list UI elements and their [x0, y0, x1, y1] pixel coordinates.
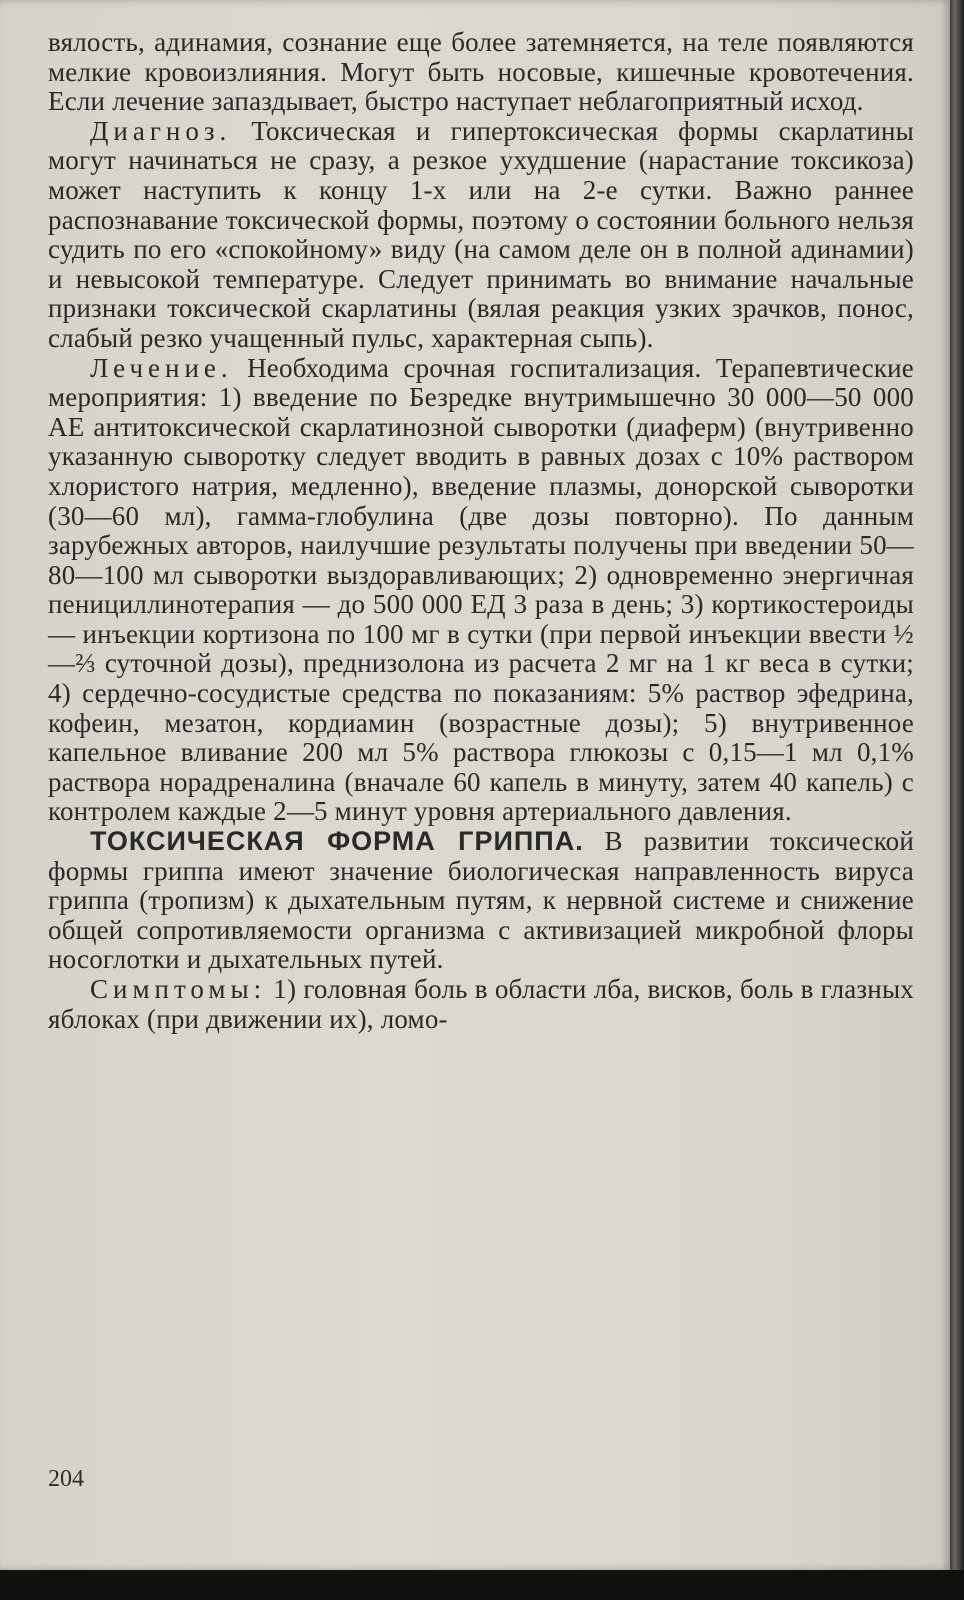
page-text: [48, 28, 914, 1034]
paragraph-text: вялость, адинамия, сознание еще более затемняется, на теле появляются мелкие кровоизлияния. Могут быть носовые, кишечные кровотечения. Если лечение запаздывает, быстро наступает неблагоприятный исход.: [48, 27, 914, 117]
paragraph-text: Токсическая и гипертоксическая формы скарлатины могут начинаться не сразу, а резкое ухудшение (нарастание токсикоза) может наступить к концу 1-х или на 2-е сутки. Важно раннее распознавание токсической формы, поэтому о состоянии больного нельзя судить по его «спокойному» виду (на самом деле он в полной адинамии) и невысокой температуре. Следует принимать во внимание начальные признаки токсической скарлатины (вялая реакция узких зрачков, понос, слабый резко учащенный пульс, характерная сыпь).: [48, 115, 914, 353]
paragraph-diagnosis: [48, 117, 914, 354]
paragraph-intoxication-continued: [48, 28, 914, 117]
paragraph-symptoms: [48, 975, 914, 1034]
paragraph-text: 1) головная боль в области лба, висков, боль в глазных яблоках (при движении их), ломо-: [48, 974, 914, 1034]
section-lead-diagnosis: Диагноз.: [90, 115, 232, 146]
page-bottom-border: [0, 1570, 964, 1600]
paragraph-text: В развитии токсической формы гриппа имеют значение биологическая направленность вируса гриппа (тропизм) к дыхательным путям, к нервной системе и снижение общей сопротивляемости организма с активизацией микробной флоры носоглотки и дыхательных путей.: [48, 826, 914, 975]
paragraph-toxic-influenza: [48, 827, 914, 975]
section-lead-symptoms: Симптомы:: [90, 974, 267, 1004]
page-number: 204: [48, 1466, 84, 1492]
section-heading-toxic-influenza: ТОКСИЧЕСКАЯ ФОРМА ГРИППА.: [90, 826, 584, 857]
paragraph-treatment: [48, 354, 914, 828]
page-edge: [950, 0, 964, 1600]
section-lead-treatment: Лечение.: [90, 352, 233, 383]
paragraph-text: Необходима срочная госпитализация. Терапевтические мероприятия: 1) введение по Безредке внутримышечно 30 000—50 000 АЕ антитоксической скарлатинозной сыворотки (диаферм) (внутривенно указанную сыворотку следует вводить в равных дозах с 10% раствором хлористого натрия, медленно), введение плазмы, донорской сыворотки (30—60 мл), гамма-глобулина (две дозы повторно). По данным зарубежных авторов, наилучшие результаты получены при введении 50—80—100 мл сыворотки выздоравливающих; 2) одновременно энергичная пенициллинотерапия — до 500 000 ЕД 3 раза в день; 3) кортикостероиды — инъекции кортизона по 100 мг в сутки (при первой инъекции ввести ½—⅔ суточной дозы), преднизолона из расчета 2 мг на 1 кг веса в сутки; 4) сердечно-сосудистые средства по показаниям: 5% раствор эфедрина, кофеин, мезатон, кордиамин (возрастные дозы); 5) внутривенное капельное вливание 200 мл 5% раствора глюкозы с 0,15—1 мл 0,1% раствора норадреналина (вначале 60 капель в минуту, затем 40 капель) с контролем каждые 2—5 минут уровня артериального давления.: [48, 352, 914, 827]
